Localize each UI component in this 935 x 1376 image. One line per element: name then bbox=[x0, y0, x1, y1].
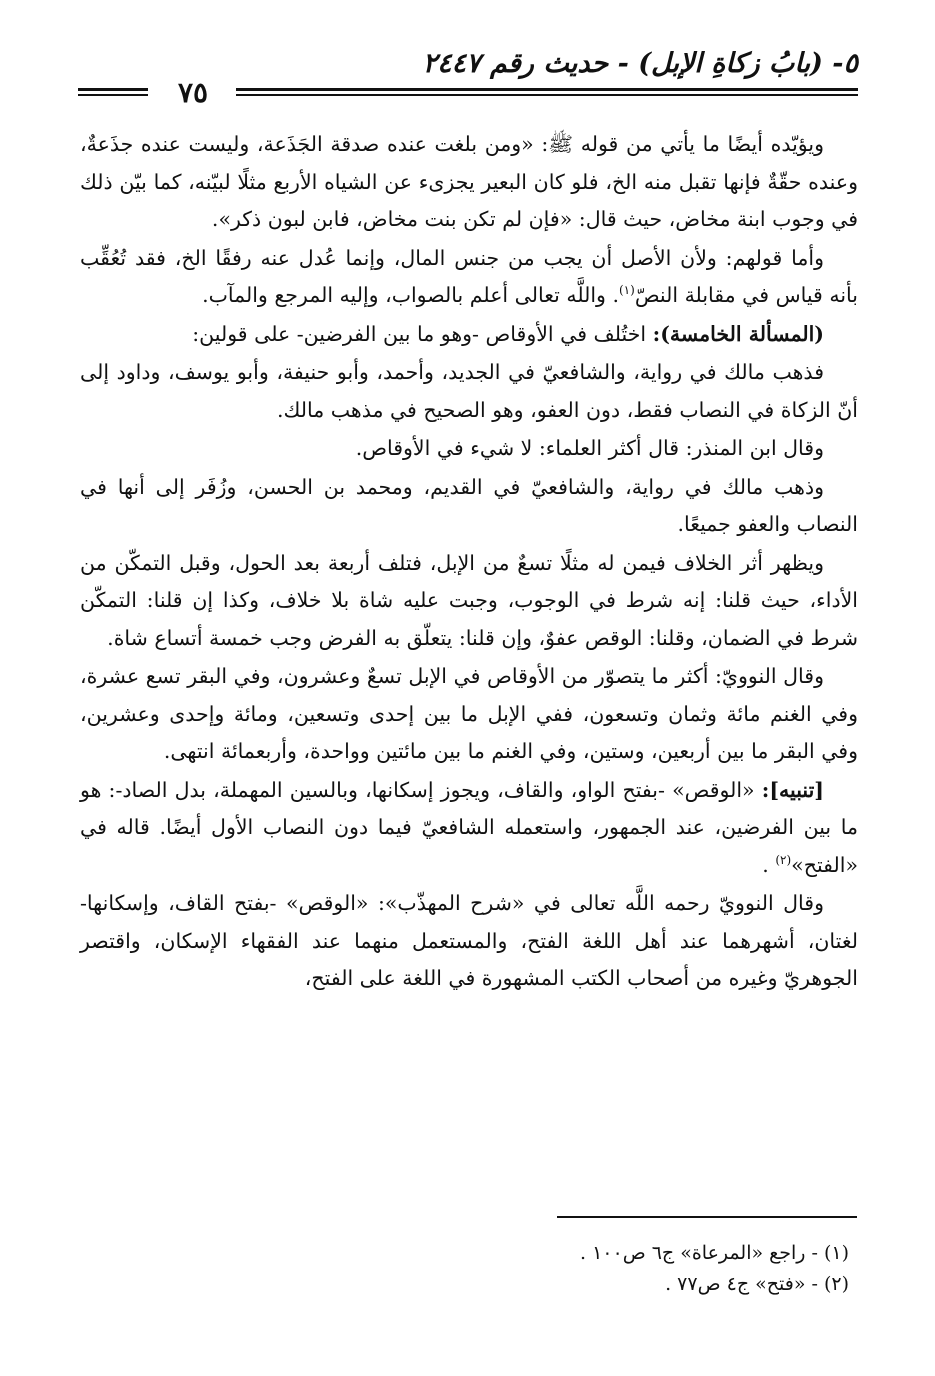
page-number: ٧٥ bbox=[178, 76, 209, 109]
footnote-ref: (١) bbox=[618, 283, 635, 298]
header-rule-left bbox=[78, 88, 148, 96]
footnote: (٢) - «فتح» ج٤ ص٧٧ . bbox=[665, 1273, 849, 1295]
paragraph-text: «الوقص» -بفتح الواو، والقاف، ويجوز إسكانها، وبالسين المهملة، بدل الصاد-: هو ما بين الفرضين، عند الجمهور، واستعمله الشافعيّ فيما دون النصاب الأول أيضًا. قاله في «الفتح» bbox=[80, 777, 858, 877]
note-label: [تنبيه]: bbox=[761, 777, 824, 802]
paragraph: وقال ابن المنذر: قال أكثر العلماء: لا شيء في الأوقاص. bbox=[355, 436, 824, 460]
paragraph: ويظهر أثر الخلاف فيمن له مثلًا تسعٌ من الإبل، فتلف أربعة بعد الحول، وقبل التمكّن من الأداء، حيث قلنا: إنه شرط في الوجوب، وجبت عليه شاة بلا خلاف، وكذا إن قلنا: التمكّن شرط في الضمان، وقلنا: الوقص عفوٌ، وإن قلنا: يتعلّق به الفرض وجب خمسة أتساع شاة. bbox=[80, 550, 858, 650]
footnote-ref: (٢) bbox=[775, 852, 792, 867]
footnotes bbox=[79, 1238, 849, 1300]
paragraph: فذهب مالك في رواية، والشافعيّ في الجديد، وأحمد، وأبو حنيفة، وأبو يوسف، وداود إلى أنّ الزكاة في النصاب فقط، دون العفو، وهو الصحيح في مذهب مالك. bbox=[80, 360, 858, 422]
footnote: (١) - راجع «المرعاة» ج٦ ص١٠٠ . bbox=[579, 1242, 849, 1264]
footnote-separator bbox=[557, 1216, 857, 1218]
paragraph-text: وأما قولهم: ولأن الأصل أن يجب من جنس المال، وإنما عُدل عنه رفقًا الخ، فقد تُعُقِّب بأنه قياس في مقابلة النصّ bbox=[80, 245, 858, 307]
paragraph: ويؤيّده أيضًا ما يأتي من قوله ﷺ: «ومن بلغت عنده صدقة الجَذَعة، وليست عنده جذَعةٌ، وعنده حقّةٌ فإنها تقبل منه الخ، فلو كان البعير يجزىء عن الشياه الأربع مثلًا لبيّنه، كما بيّن ذلك في وجوب ابنة مخاض، حيث قال: «فإن لم تكن بنت مخاض، فابن لبون ذكر». bbox=[80, 132, 858, 231]
chapter-title: ٥- (بابُ زكاةِ الإبل) - حديث رقم ٢٤٤٧ bbox=[422, 48, 858, 79]
paragraph-text: اختُلف في الأوقاص -وهو ما بين الفرضين- على قولين: bbox=[192, 321, 647, 346]
paragraph: وقال النوويّ: أكثر ما يتصوّر من الأوقاص في الإبل تسعٌ وعشرون، وفي البقر تسع عشرة، وفي الغنم مائة وثمان وتسعون، ففي الإبل ما بين إحدى وتسعين، ومائة وإحدى وعشرين، وفي البقر ما بين أربعين، وستين، وفي الغنم ما بين مائتين وواحدة، وأربعمائة انتهى. bbox=[80, 664, 858, 763]
main-text bbox=[80, 126, 858, 999]
paragraph-text: . bbox=[762, 852, 776, 877]
running-header bbox=[78, 48, 858, 108]
paragraph-text: . واللَّه تعالى أعلم بالصواب، وإليه المرجع والمآب. bbox=[202, 283, 619, 307]
paragraph: وذهب مالك في رواية، والشافعيّ في القديم، ومحمد بن الحسن، وزُفَر إلى أنها في النصاب والعفو جميعًا. bbox=[80, 474, 858, 536]
section-heading: (المسألة الخامسة): bbox=[652, 321, 824, 346]
paragraph: وقال النوويّ رحمه اللَّه تعالى في «شرح المهذّب»: «الوقص» -بفتح القاف، وإسكانها- لغتان، أشهرهما عند أهل اللغة الفتح، والمستعمل منهما عند الفقهاء الإسكان، واقتصر الجوهريّ وغيره من أصحاب الكتب المشهورة في اللغة على الفتح، bbox=[80, 891, 858, 990]
paragraph bbox=[80, 772, 858, 885]
paragraph bbox=[80, 316, 858, 354]
paragraph bbox=[80, 240, 858, 315]
header-rule bbox=[236, 88, 858, 96]
